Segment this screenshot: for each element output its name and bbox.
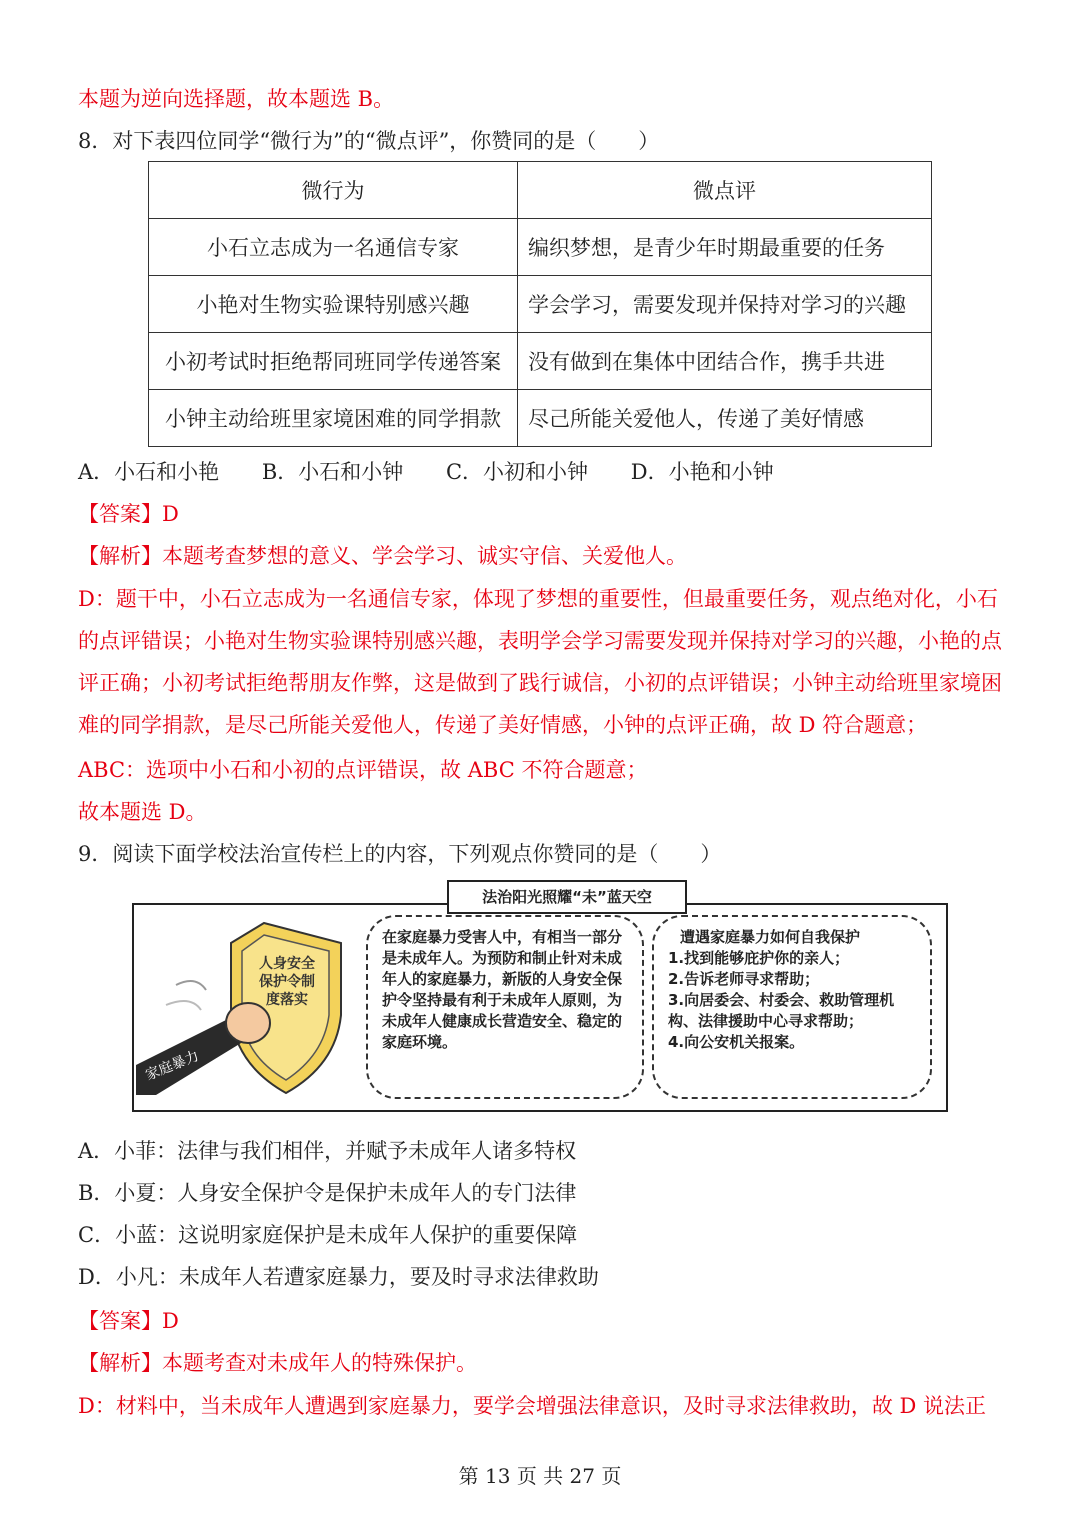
bubble-item: 3.向居委会、村委会、救助管理机构、法律援助中心寻求帮助； bbox=[668, 991, 895, 1030]
analysis-tag: 【解析】 bbox=[78, 544, 162, 568]
table-row bbox=[149, 276, 932, 333]
question-8-analysis bbox=[78, 541, 687, 571]
question-8-abc-note: ABC：选项中小石和小初的点评错误，故 ABC 不符合题意； bbox=[78, 758, 648, 782]
question-8-conclusion: 故本题选 D。 bbox=[78, 800, 207, 824]
info-bubble-right bbox=[652, 915, 932, 1099]
table-header-row bbox=[149, 162, 932, 219]
option-a: A．小菲：法律与我们相伴，并赋予未成年人诸多特权 bbox=[78, 1139, 577, 1163]
table-cell-comment: 编织梦想，是青少年时期最重要的任务 bbox=[518, 219, 932, 276]
page-footer: 第 13 页 共 27 页 bbox=[458, 1464, 622, 1488]
table-cell-behavior: 小艳对生物实验课特别感兴趣 bbox=[149, 276, 518, 333]
table-cell-behavior: 小石立志成为一名通信专家 bbox=[149, 219, 518, 276]
analysis-tag: 【解析】 bbox=[78, 1351, 162, 1375]
table-cell-comment: 没有做到在集体中团结合作，携手共进 bbox=[518, 333, 932, 390]
table-cell-behavior: 小钟主动给班里家境困难的同学捐款 bbox=[149, 390, 518, 447]
table-cell-behavior: 小初考试时拒绝帮同班同学传递答案 bbox=[149, 333, 518, 390]
bubble-title: 遭遇家庭暴力如何自我保护 bbox=[680, 928, 861, 946]
table-header-cell: 微行为 bbox=[149, 162, 518, 219]
option-a: A．小石和小艳 bbox=[78, 460, 220, 484]
option-b: B．小石和小钟 bbox=[261, 460, 404, 484]
table-row bbox=[149, 390, 932, 447]
question-8-table bbox=[148, 161, 932, 447]
table-row bbox=[149, 333, 932, 390]
question-8-options bbox=[78, 457, 810, 487]
bubble-item: 4.向公安机关报案。 bbox=[668, 1033, 805, 1051]
option-d: D．小艳和小钟 bbox=[630, 460, 774, 484]
legal-propaganda-board bbox=[132, 903, 948, 1112]
question-8-stem: 8．对下表四位同学“微行为”的“微点评”，你赞同的是（ ） bbox=[78, 129, 660, 153]
board-title: 法治阳光照耀“未”蓝天空 bbox=[447, 880, 687, 914]
prev-conclusion: 本题为逆向选择题，故本题选 B。 bbox=[78, 87, 395, 111]
arm-label: 家庭暴力 bbox=[143, 1048, 202, 1084]
bubble-item: 2.告诉老师寻求帮助； bbox=[668, 970, 820, 988]
option-d: D．小凡：未成年人若遭家庭暴力，要及时寻求法律救助 bbox=[78, 1265, 599, 1289]
question-9-analysis bbox=[78, 1348, 477, 1378]
question-9-answer bbox=[78, 1306, 179, 1336]
table-row bbox=[149, 219, 932, 276]
answer-value: D bbox=[162, 1309, 179, 1333]
option-b: B．小夏：人身安全保护令是保护未成年人的专门法律 bbox=[78, 1181, 577, 1205]
table-cell-comment: 尽己所能关爱他人，传递了美好情感 bbox=[518, 390, 932, 447]
question-9-stem: 9．阅读下面学校法治宣传栏上的内容，下列观点你赞同的是（ ） bbox=[78, 842, 722, 866]
option-c: C．小初和小钟 bbox=[445, 460, 589, 484]
option-c: C．小蓝：这说明家庭保护是未成年人保护的重要保障 bbox=[78, 1223, 578, 1247]
shield-text: 人身安全保护令制度落实 bbox=[259, 956, 315, 1008]
answer-tag: 【答案】 bbox=[78, 502, 162, 526]
answer-value: D bbox=[162, 502, 179, 526]
bubble-item: 1.找到能够庇护你的亲人； bbox=[668, 949, 850, 967]
analysis-text: 本题考查对未成年人的特殊保护。 bbox=[162, 1351, 477, 1375]
shield-fist-illustration bbox=[136, 915, 356, 1100]
table-cell-comment: 学会学习，需要发现并保持对学习的兴趣 bbox=[518, 276, 932, 333]
question-9-explanation: D：材料中，当未成年人遭遇到家庭暴力，要学会增强法律意识，及时寻求法律救助，故 D 说法正 bbox=[78, 1394, 987, 1418]
answer-tag: 【答案】 bbox=[78, 1309, 162, 1333]
analysis-text: 本题考查梦想的意义、学会学习、诚实守信、关爱他人。 bbox=[162, 544, 687, 568]
question-8-answer bbox=[78, 499, 179, 529]
table-header-cell: 微点评 bbox=[518, 162, 932, 219]
info-bubble-left: 在家庭暴力受害人中，有相当一部分是未成年人。为预防和制止针对未成年人的家庭暴力，新版的人身安全保护令坚持最有利于未成年人原则，为未成年人健康成长营造安全、稳定的家庭环境。 bbox=[366, 915, 644, 1099]
question-8-explanation: D：题干中，小石立志成为一名通信专家，体现了梦想的重要性，但最重要任务，观点绝对化，小石的点评错误；小艳对生物实验课特别感兴趣，表明学会学习需要发现并保持对学习的兴趣，小艳的点评正确；小初考试拒绝帮朋友作弊，这是做到了践行诚信，小初的点评错误；小钟主动给班里家境困难的同学捐款，是尽己所能关爱他人，传递了美好情感，小钟的点评正确，故 D 符合题意； bbox=[78, 587, 1002, 737]
